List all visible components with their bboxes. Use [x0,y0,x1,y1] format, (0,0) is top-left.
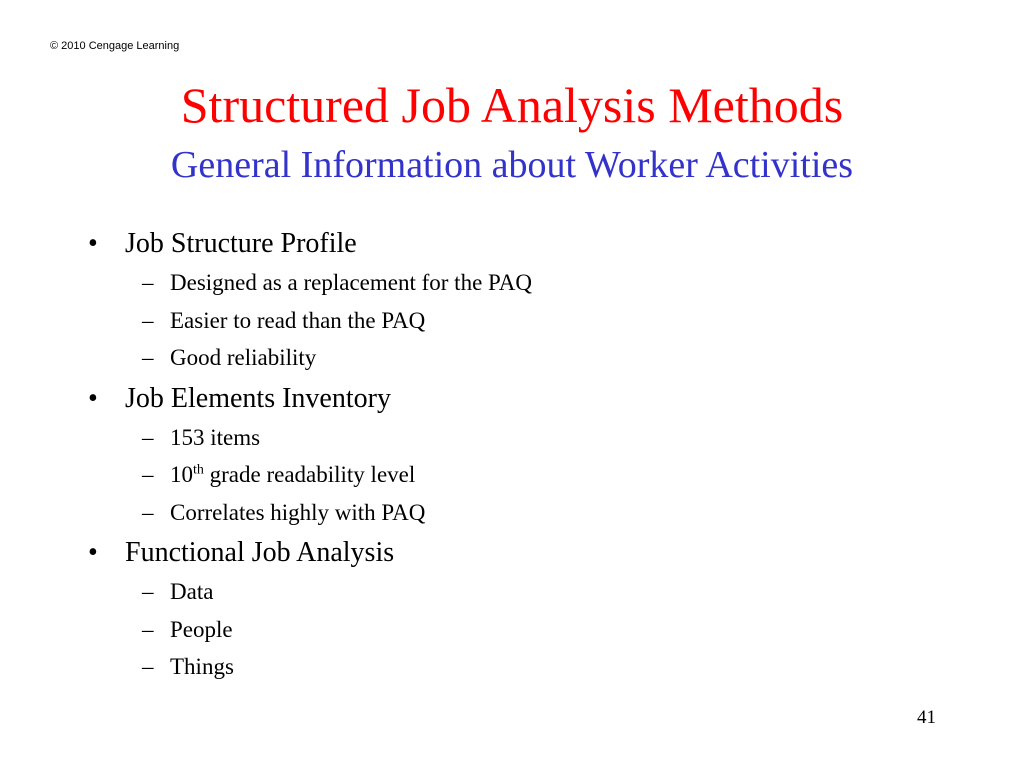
dash-marker: – [142,499,154,525]
sub-item-label: Easier to read than the PAQ [170,307,426,333]
dash-marker: – [142,462,154,487]
sub-item [88,573,968,611]
ordinal-suffix: th [193,462,204,478]
sub-item-label: People [170,616,233,642]
copyright-notice: © 2010 Cengage Learning [50,40,180,52]
sub-list [88,264,968,377]
dash-marker: – [142,616,154,642]
sub-list [88,573,968,686]
sub-item-label: Data [170,579,214,604]
ordinal-number: 10 [170,462,193,487]
sub-item [88,456,968,494]
bullet-label: Job Elements Inventory [125,382,391,414]
sub-item-label [170,462,415,487]
bullet-marker: • [88,382,98,414]
dash-marker: – [142,345,154,370]
slide-title: Structured Job Analysis Methods [180,77,844,133]
bullet-marker: • [88,228,98,259]
sub-item-label: Designed as a replacement for the PAQ [170,270,532,295]
dash-marker: – [142,579,154,604]
bullet-job-structure-profile [88,226,968,262]
bullet-functional-job-analysis [88,535,968,571]
bullet-label: Job Structure Profile [125,228,357,259]
sub-item [88,494,968,532]
dash-marker: – [142,270,154,295]
page-number: 41 [917,707,936,728]
bullet-job-elements-inventory [88,381,968,417]
sub-item-label: Correlates highly with PAQ [170,499,426,525]
bullet-list [88,226,968,688]
dash-marker: – [142,307,154,333]
sub-item [88,648,968,686]
sub-item-rest: grade readability level [203,462,416,487]
bullet-marker: • [88,537,98,568]
sub-list [88,419,968,532]
bullet-label: Functional Job Analysis [125,537,395,568]
slide-subtitle: General Information about Worker Activities [170,144,854,186]
sub-item [88,302,968,340]
dash-marker: – [142,424,154,450]
dash-marker: – [142,654,154,679]
sub-item [88,419,968,457]
sub-item [88,611,968,649]
sub-item-label: Things [170,654,234,679]
sub-item [88,264,968,302]
sub-item-label: Good reliability [170,345,317,370]
sub-item [88,339,968,377]
sub-item-label: 153 items [170,424,261,450]
